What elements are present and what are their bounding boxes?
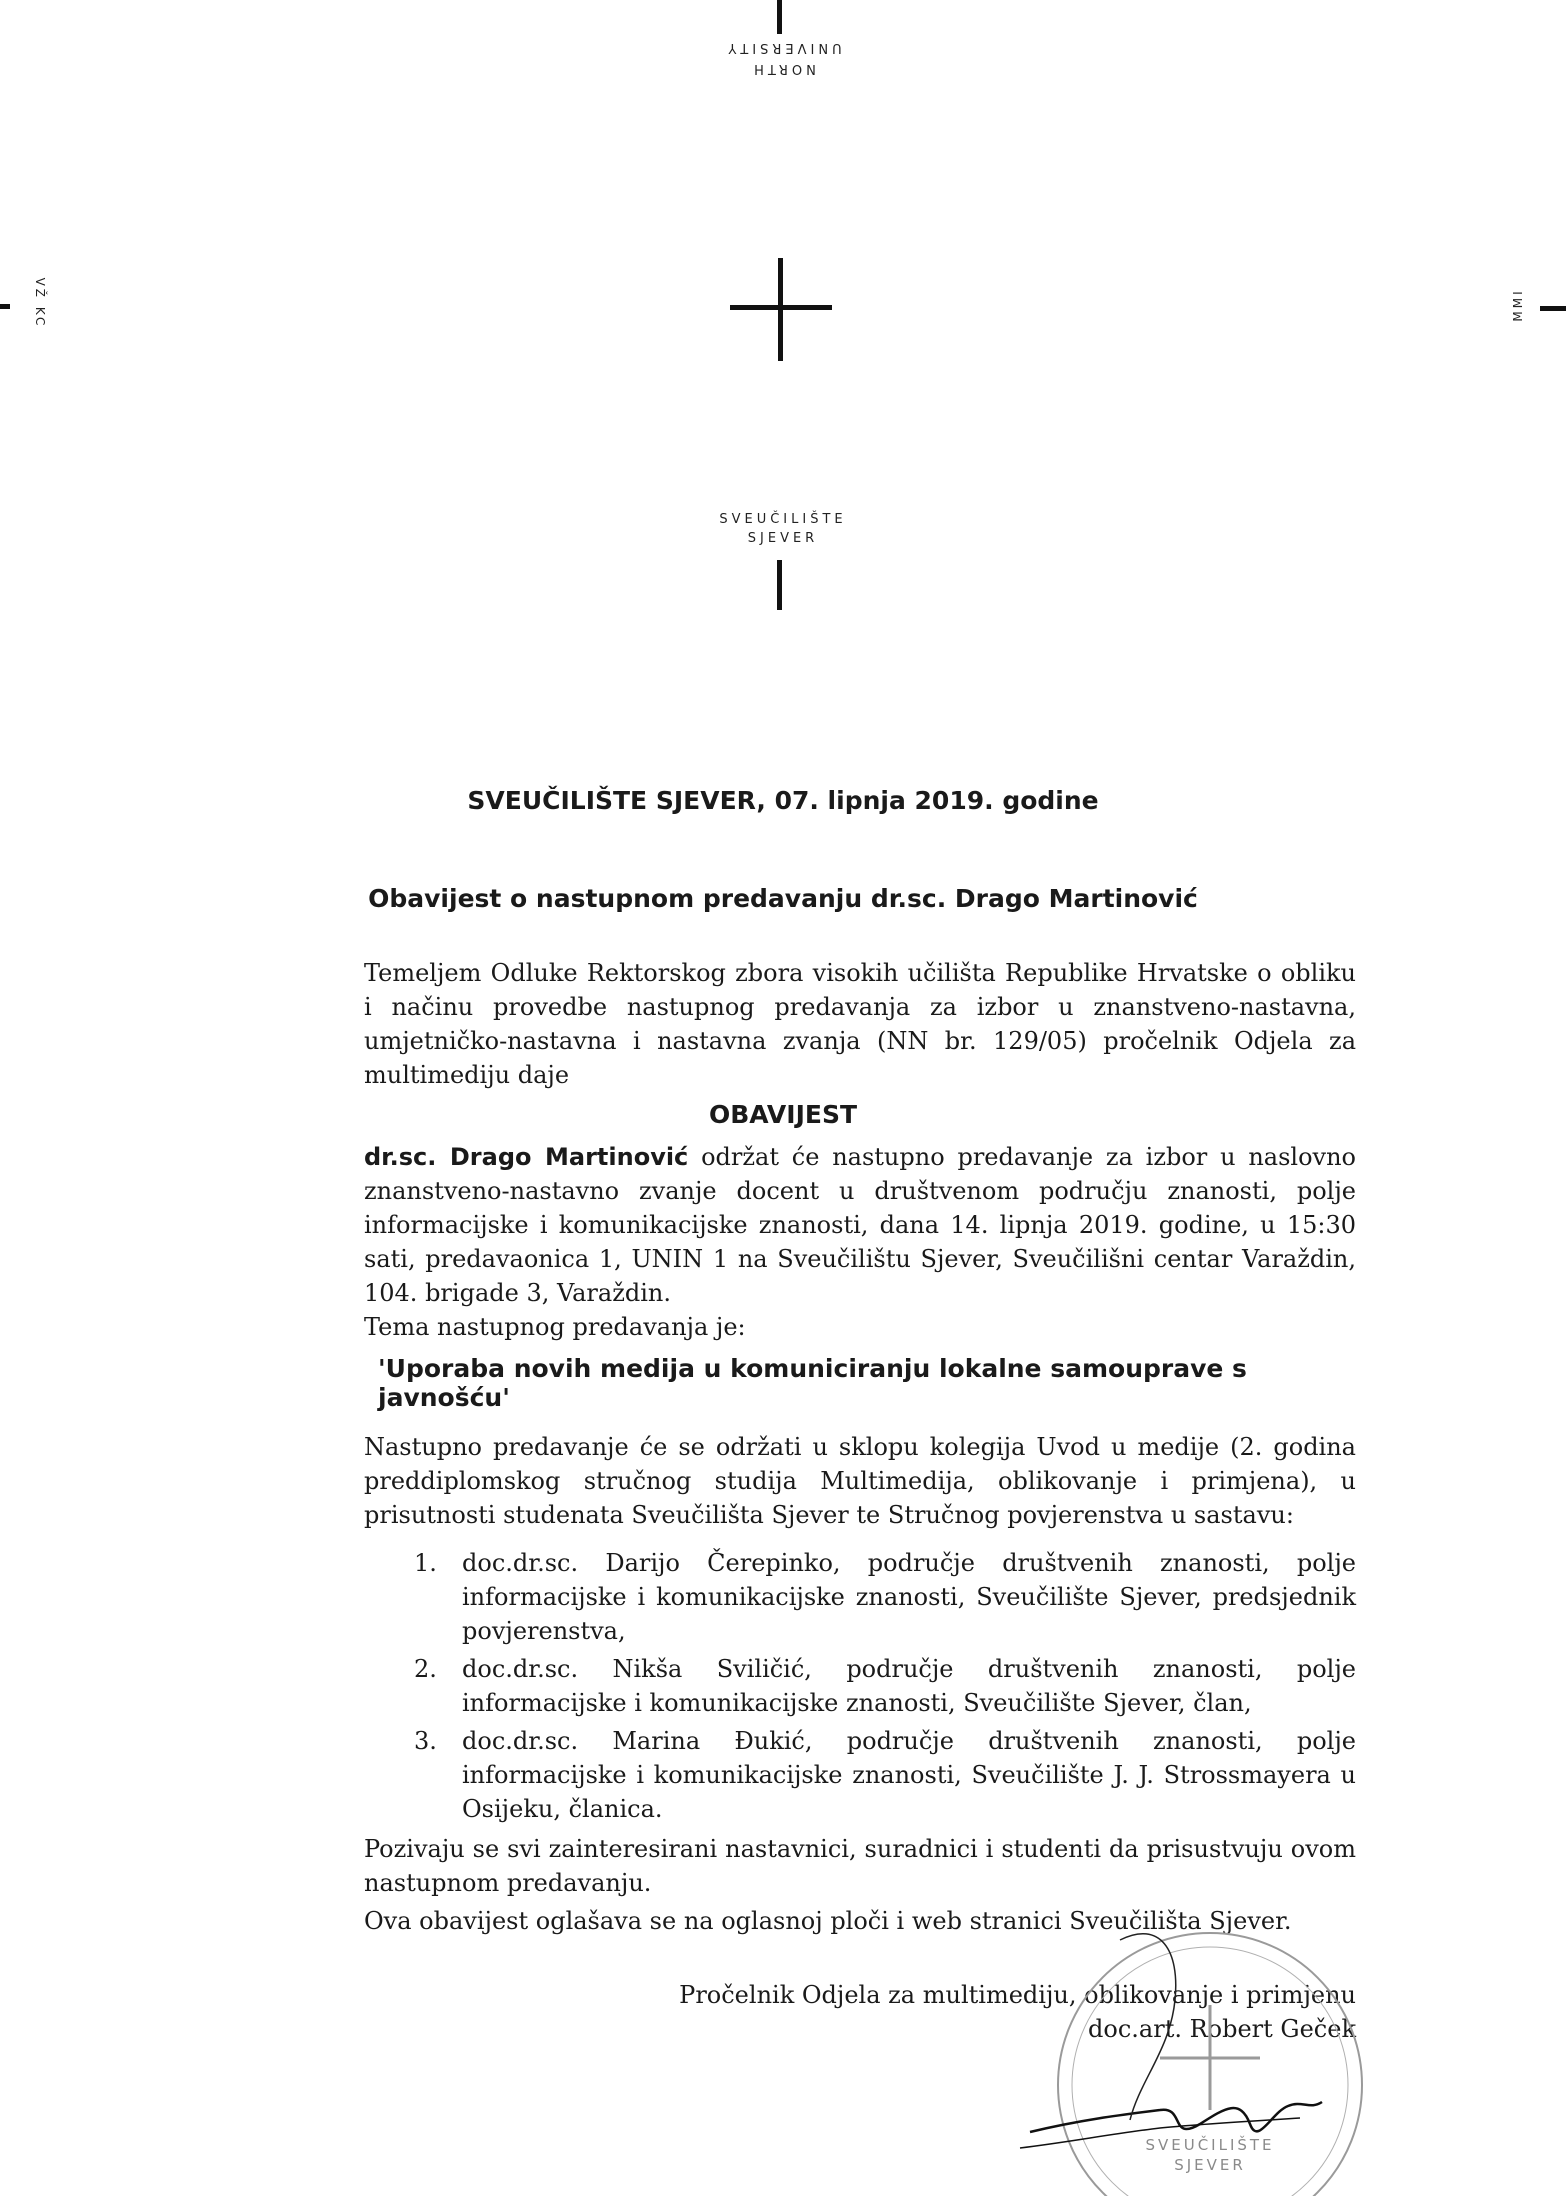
- announcement-text: održat će nastupno predavanje za izbor u naslovno znanstveno-nastavno zvanje docent u društvenom području znanosti, polje informacijske i komunikacijske znanosti, dana 14. lipnja 2019. godine, u 15:30 sati, predavaonica 1, UNIN 1 na Sveučilištu Sjever, Sveučilišni centar Varaždin, 104. brigade 3, Varaždin.: [364, 1143, 1356, 1307]
- logo-cross-vertical: [778, 258, 783, 361]
- announcement-paragraph: [364, 1140, 1356, 1310]
- document-subject: Obavijest o nastupnom predavanju dr.sc. Drago Martinović: [368, 884, 1198, 913]
- logo-main-text: SVEUČILIŠTE SJEVER: [719, 512, 847, 546]
- document-header: SVEUČILIŠTE SJEVER, 07. lipnja 2019. godine: [467, 786, 1099, 815]
- official-stamp: [1010, 1910, 1370, 2196]
- committee-number: 2.: [414, 1655, 437, 1683]
- logo-top-bar: [777, 0, 782, 34]
- topic-label: Tema nastupnog predavanja je:: [364, 1313, 746, 1341]
- logo-left-text: VŽ KC: [33, 277, 47, 329]
- committee-member: doc.dr.sc. Nikša Sviličić, područje društvenih znanosti, polje informacijske i komunikacijske znanosti, Sveučilište Sjever, član,: [462, 1655, 1356, 1717]
- committee-intro: Nastupno predavanje će se održati u sklopu kolegija Uvod u medije (2. godina preddiplomskog stručnog studija Multimedija, oblikovanje i primjena), u prisutnosti studenata Sveučilišta Sjever te Stručnog povjerenstva u sastavu:: [364, 1433, 1356, 1529]
- stamp-text-line: SVEUČILIŠTE: [1145, 2136, 1275, 2154]
- signature-role: Pročelnik Odjela za multimediju, oblikovanje i primjenu: [679, 1981, 1356, 2009]
- candidate-name: dr.sc. Drago Martinović: [364, 1143, 689, 1171]
- lecture-topic: 'Uporaba novih medija u komuniciranju lokalne samouprave s javnošću': [378, 1354, 1247, 1412]
- logo-right-text: MMI: [1511, 288, 1525, 322]
- signature-name: doc.art. Robert Geček: [1088, 2015, 1356, 2043]
- publication-paragraph: Ova obavijest oglašava se na oglasnoj ploči i web stranici Sveučilišta Sjever.: [364, 1907, 1292, 1935]
- invitation-paragraph: Pozivaju se svi zainteresirani nastavnici, suradnici i studenti da prisustvuju ovom nastupnom predavanju.: [364, 1835, 1356, 1897]
- logo-north-text: NORTH UNIVERSITY: [724, 40, 842, 76]
- stamp-text-line: SJEVER: [1174, 2156, 1246, 2174]
- logo-right-tick: [1540, 306, 1566, 311]
- intro-paragraph: Temeljem Odluke Rektorskog zbora visokih učilišta Republike Hrvatske o obliku i načinu provedbe nastupnog predavanja za izbor u znanstveno-nastavna, umjetničko-nastavna i nastavna zvanja (NN br. 129/05) pročelnik Odjela za multimediju daje: [364, 959, 1356, 1089]
- committee-number: 3.: [414, 1727, 437, 1755]
- logo-left-tick: [0, 304, 10, 309]
- notice-title: OBAVIJEST: [708, 1100, 858, 1129]
- committee-member: doc.dr.sc. Darijo Čerepinko, područje društvenih znanosti, polje informacijske i komunikacijske znanosti, Sveučilište Sjever, predsjednik povjerenstva,: [462, 1549, 1356, 1645]
- logo-bottom-bar: [777, 560, 782, 610]
- committee-member: doc.dr.sc. Marina Đukić, područje društvenih znanosti, polje informacijske i komunikacijske znanosti, Sveučilište J. J. Strossmayera u Osijeku, članica.: [462, 1727, 1356, 1823]
- committee-number: 1.: [414, 1549, 437, 1577]
